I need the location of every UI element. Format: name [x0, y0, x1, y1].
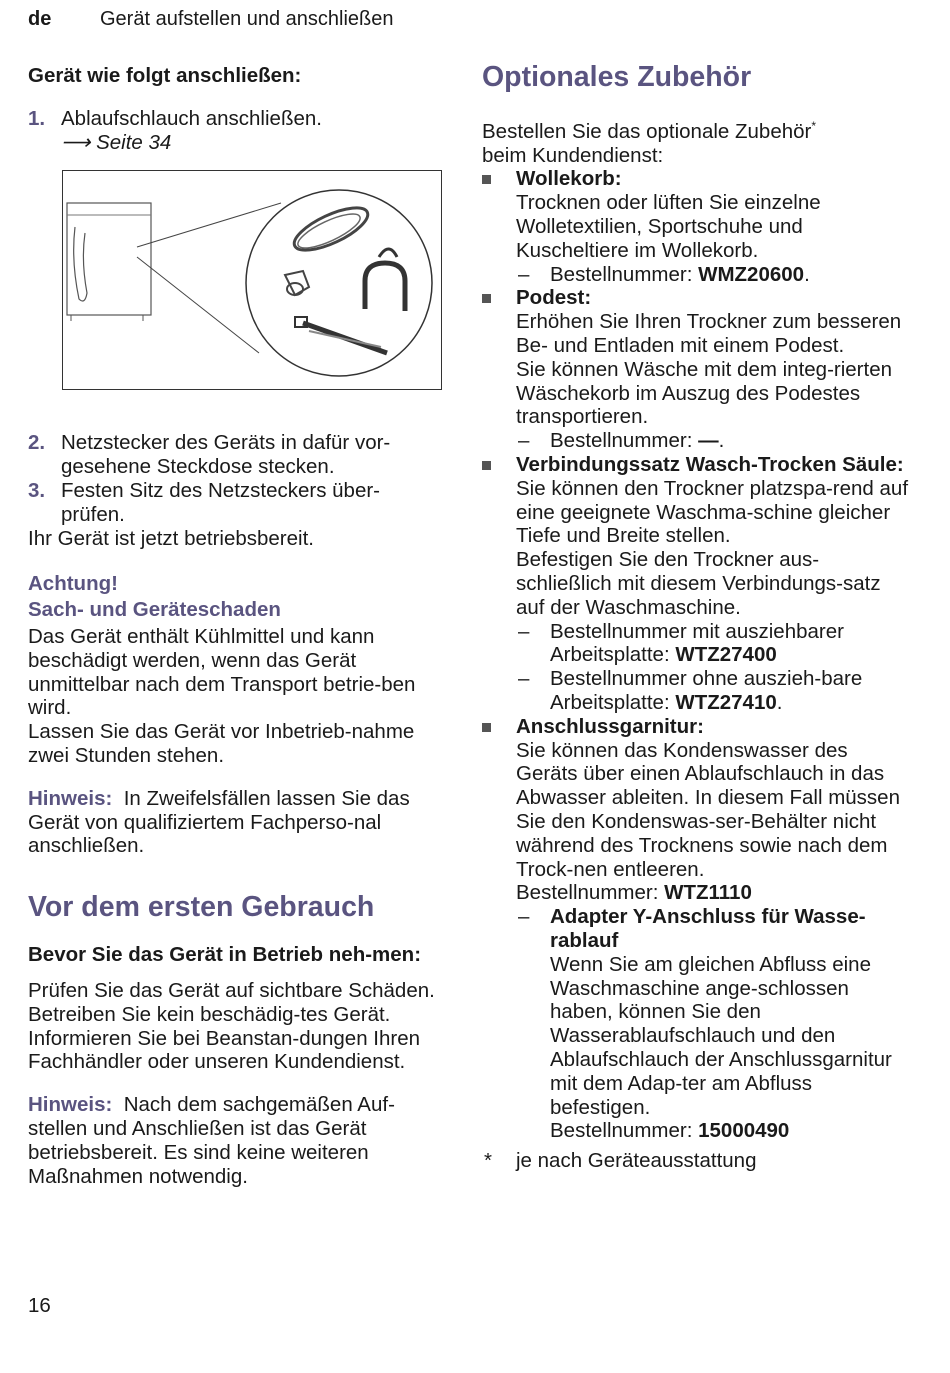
warning-text-2: Lassen Sie das Gerät vor Inbetrieb-nahme zwei Stunden stehen.: [28, 720, 415, 767]
accessory-description: Erhöhen Sie Ihren Trockner zum besseren Be- und Entladen mit einem Podest.: [516, 310, 902, 357]
adapter-subitem: [516, 905, 912, 1143]
warning-subtitle: Sach- und Geräteschaden: [28, 598, 281, 622]
connection-illustration: [62, 170, 442, 390]
accessory-description-2: Befestigen Sie den Trockner aus-schließlich mit diesem Verbindungs-satz auf der Waschmaschine.: [516, 548, 881, 619]
step-text: Netzstecker des Geräts in dafür vor- gesehene Steckdose stecken.: [61, 431, 391, 479]
step-number: 3.: [28, 478, 46, 502]
note-label: Hinweis:: [28, 786, 113, 810]
order-suffix: .: [804, 262, 810, 286]
warning-title: Achtung!: [28, 572, 118, 596]
step-number: 2.: [28, 431, 46, 455]
step-2: [28, 431, 448, 479]
note-2: [28, 1093, 448, 1188]
step-1: [28, 107, 448, 155]
connect-heading: Gerät wie folgt anschließen:: [28, 64, 302, 87]
order-label: Bestellnummer ohne auszieh-bare Arbeitsplatte:: [550, 667, 863, 714]
order-number-line: [550, 1119, 912, 1143]
accessory-verbindungssatz: [482, 453, 912, 715]
page-reference-link[interactable]: ⟶ Seite 34: [61, 130, 172, 154]
connect-steps-continued: [28, 431, 448, 526]
order-number-line: [516, 263, 912, 287]
connect-steps: [28, 107, 448, 155]
accessory-description-2: Sie können Wäsche mit dem integ-rierten Wäschekorb im Auszug des Podestes transportieren.: [516, 357, 893, 429]
order-suffix: .: [718, 429, 725, 453]
dash-icon: –: [518, 429, 530, 453]
order-label: Bestellnummer:: [550, 429, 699, 453]
bullet-square-icon: [482, 723, 491, 732]
order-number-line: [516, 667, 912, 715]
bullet-square-icon: [482, 294, 491, 303]
accessory-anschlussgarnitur: [482, 715, 912, 1143]
order-number: WMZ20600: [698, 262, 805, 286]
accessories-intro: [482, 115, 912, 167]
accessories-list: [482, 167, 912, 1143]
accessories-title: Optionales Zubehör: [482, 61, 752, 93]
step-text: Ablaufschlauch anschließen.: [61, 106, 322, 130]
order-number: WTZ27400: [675, 643, 777, 667]
accessories-drawing: [63, 171, 441, 389]
section-title: Vor dem ersten Gebrauch: [28, 891, 375, 924]
accessory-name: Podest:: [516, 286, 592, 310]
accessory-name: Verbindungssatz Wasch-Trocken Säule:: [516, 452, 904, 476]
ready-text: Ihr Gerät ist jetzt betriebsbereit.: [28, 526, 314, 550]
footnote: [482, 1149, 912, 1173]
dash-icon: –: [518, 905, 530, 929]
accessory-name: Wollekorb:: [516, 167, 622, 191]
order-label: Bestellnummer:: [550, 1119, 699, 1143]
order-number: 15000490: [698, 1119, 790, 1143]
order-number-line: [516, 620, 912, 668]
left-column: [28, 60, 448, 1188]
note-text: In Zweifelsfällen lassen Sie das Gerät von qualifiziertem Fachperso-nal anschließen.: [28, 786, 410, 858]
order-number: —: [698, 429, 719, 453]
header-title: Gerät aufstellen und anschließen: [100, 8, 394, 30]
order-number-line: [516, 881, 912, 905]
adapter-title: Adapter Y-Anschluss für Wasse-rablauf: [550, 905, 866, 952]
language-code: de: [28, 8, 52, 30]
right-column: [482, 60, 912, 1173]
dash-icon: –: [518, 619, 530, 643]
step-3: [28, 479, 448, 527]
accessory-description: Sie können das Kondenswasser des Geräts über einen Ablaufschlauch in das Abwasser ableiten. In diesem Fall müssen Sie den Kondenswas-ser-Behälter nicht während des Trocknens sowie nach dem Trock-nen entleeren.: [516, 738, 900, 881]
before-text: Prüfen Sie das Gerät auf sichtbare Schäden. Betreiben Sie kein beschädig-tes Gerät. Informieren Sie bei Beanstan-dungen Ihren Fachhändler oder unseren Kundendienst.: [28, 978, 435, 1074]
before-heading: Bevor Sie das Gerät in Betrieb neh-men:: [28, 943, 422, 967]
bullet-square-icon: [482, 175, 491, 184]
footnote-marker: *: [811, 119, 817, 133]
note-text: Nach dem sachgemäßen Auf-stellen und Anschließen ist das Gerät betriebsbereit. Es sind keine weiteren Maßnahmen notwendig.: [28, 1093, 395, 1188]
warning-text: Das Gerät enthält Kühlmittel und kann beschädigt werden, wenn das Gerät unmittelbar nach dem Transport betrie-ben wird.: [28, 624, 416, 720]
note-1: [28, 787, 448, 858]
dash-icon: –: [518, 667, 530, 691]
page-number: 16: [28, 1294, 51, 1317]
dash-icon: –: [518, 262, 530, 286]
page-header: [28, 8, 394, 32]
bullet-square-icon: [482, 461, 491, 470]
order-number: WTZ27410: [675, 690, 777, 714]
order-number: WTZ1110: [664, 881, 752, 905]
intro-text-2: beim Kundendienst:: [482, 143, 664, 167]
order-label: Bestellnummer mit ausziehbarer Arbeitsplatte:: [550, 619, 844, 667]
intro-text: Bestellen Sie das optionale Zubehör: [482, 119, 812, 143]
order-label: Bestellnummer:: [550, 262, 699, 286]
order-number-line: [516, 429, 912, 453]
footnote-marker: *: [484, 1149, 492, 1173]
step-text: Festen Sitz des Netzsteckers über- prüfen.: [61, 478, 381, 526]
adapter-description: Wenn Sie am gleichen Abfluss eine Waschmaschine ange-schlossen haben, können Sie den Wasserablaufschlauch und den Ablaufschlauch der Anschlussgarnitur mit dem Adap-ter am Abfluss befestigen.: [550, 952, 892, 1119]
note-label: Hinweis:: [28, 1093, 113, 1117]
accessory-description: Trocknen oder lüften Sie einzelne Wolletextilien, Sportschuhe und Kuscheltiere im Wollekorb.: [516, 191, 821, 262]
accessory-description: Sie können den Trockner platzspa-rend auf eine geeignete Waschma-schine gleicher Tiefe und Breite stellen.: [516, 476, 909, 548]
order-suffix: .: [776, 690, 783, 714]
accessory-wollekorb: [482, 167, 912, 286]
order-label: Bestellnummer:: [516, 881, 665, 905]
accessory-name: Anschlussgarnitur:: [516, 714, 704, 738]
accessory-podest: [482, 286, 912, 453]
step-number: 1.: [28, 106, 46, 130]
footnote-text: je nach Geräteausstattung: [516, 1149, 757, 1173]
